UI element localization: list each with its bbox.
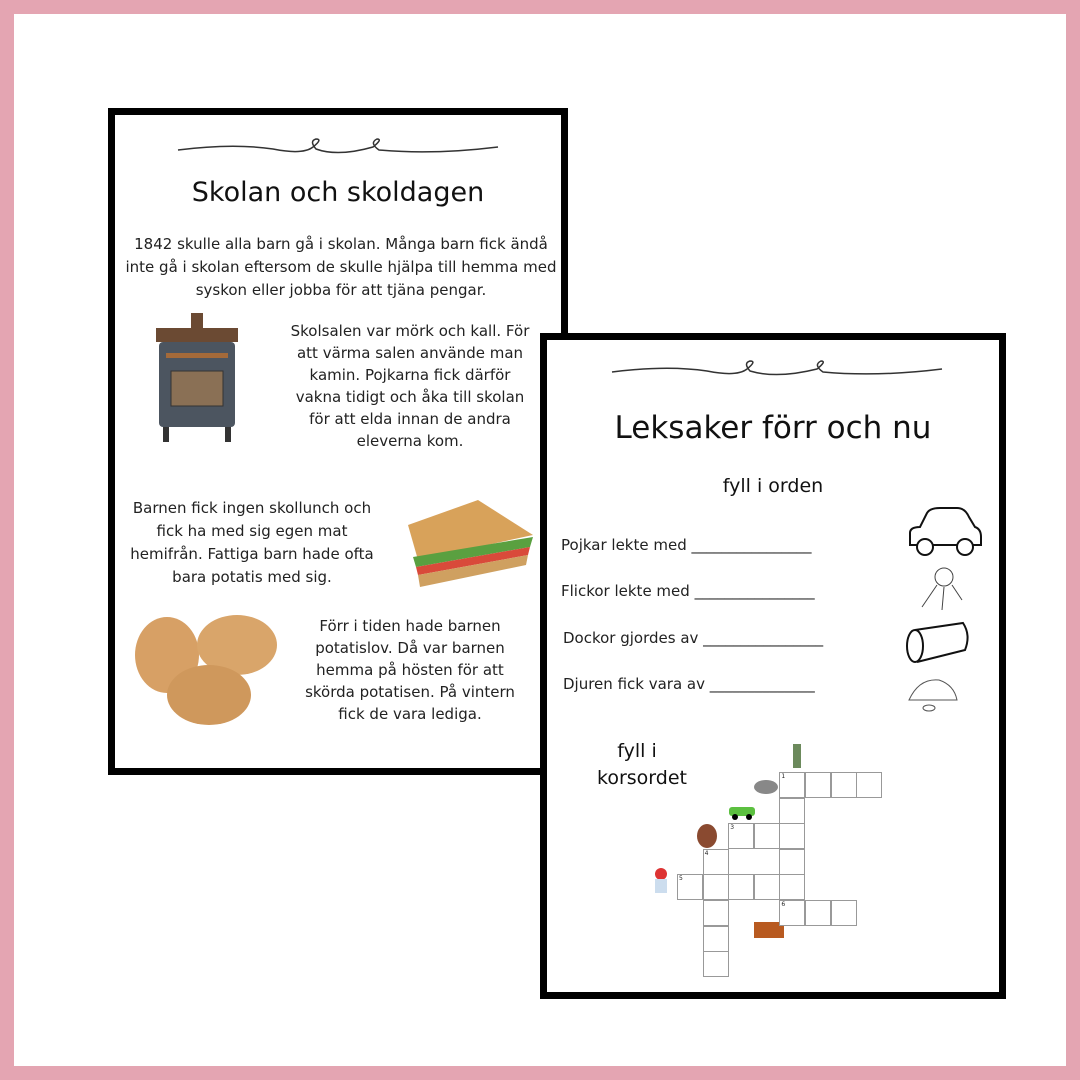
stove-text: Skolsalen var mörk och kall. För att värma salen använde man kamin. Pojkarna fick därför vakna tidigt och åka till skolan för att elda innan de andra eleverna kom.: [290, 322, 530, 450]
crossword-cell[interactable]: [703, 926, 729, 952]
crossword-cell[interactable]: [779, 798, 805, 824]
crossword-cell[interactable]: [703, 849, 729, 875]
worksheet-school: [108, 108, 568, 775]
potato-text: Förr i tiden hade barnen potatislov. Då var barnen hemma på hösten för att skörda potatisen. På vintern fick de vara lediga.: [305, 617, 515, 723]
decorative-swirl-icon: [607, 355, 947, 385]
fill-line-1[interactable]: Pojkar lekte med ________________: [561, 536, 812, 554]
crossword-cell[interactable]: [754, 874, 780, 900]
lunch-text: Barnen fick ingen skollunch och fick ha med sig egen mat hemifrån. Fattiga barn hade ofta bara potatis med sig.: [130, 499, 374, 586]
car-outline-icon: [905, 505, 985, 560]
crossword-cell[interactable]: [779, 849, 805, 875]
decorative-swirl-icon: [173, 133, 503, 163]
doll-outline-icon: [912, 565, 967, 615]
crossword-cell[interactable]: [831, 772, 857, 798]
crossword-label: fyll i: [617, 740, 657, 762]
crossword-cell[interactable]: [728, 874, 754, 900]
fill-line-3[interactable]: Dockor gjordes av ________________: [563, 629, 824, 647]
crossword-cell[interactable]: [805, 772, 831, 798]
pinecone-icon: [695, 822, 720, 850]
log-outline-icon: [903, 620, 973, 670]
crossword-cell[interactable]: [779, 772, 805, 798]
crossword-cell[interactable]: [728, 823, 754, 849]
crossword-cell[interactable]: [831, 900, 857, 926]
page-title: Leksaker förr och nu: [614, 410, 932, 446]
crossword-cell[interactable]: [677, 874, 703, 900]
fill-line-2[interactable]: Flickor lekte med ________________: [561, 582, 815, 600]
stone-icon: [752, 775, 782, 795]
rag-doll-icon: [649, 867, 674, 899]
crossword-cell[interactable]: [856, 772, 882, 798]
fill-line-4[interactable]: Djuren fick vara av ______________: [563, 675, 815, 693]
crossword-cell[interactable]: [779, 823, 805, 849]
clue-number: 4: [704, 849, 709, 857]
clue-number: 1: [781, 773, 786, 780]
clue-number: 5: [679, 875, 683, 883]
toy-soldier-icon: [787, 740, 807, 770]
worksheet-toys: [540, 333, 1006, 999]
crossword-label: korsordet: [597, 767, 687, 789]
crossword-cell[interactable]: [703, 951, 729, 977]
page-title: Skolan och skoldagen: [191, 177, 485, 208]
crossword-cell[interactable]: [805, 900, 831, 926]
crossword-cell[interactable]: [754, 823, 780, 849]
sandwich-image: [398, 495, 538, 590]
crossword-cell[interactable]: [703, 874, 729, 900]
car-icon: [727, 802, 757, 822]
crossword-cell[interactable]: [779, 874, 805, 900]
potatoes-image: [129, 605, 279, 730]
stove-image: [151, 313, 241, 448]
clue-number: 3: [730, 824, 735, 832]
stone-outline-icon: [899, 670, 969, 715]
crossword-cell[interactable]: [779, 900, 805, 926]
crossword-cell[interactable]: [703, 900, 729, 926]
clue-number: 6: [781, 901, 786, 908]
subtitle: fyll i orden: [722, 475, 824, 497]
intro-text: 1842 skulle alla barn gå i skolan. Många barn fick ändå inte gå i skolan eftersom de skulle hjälpa till hemma med syskon eller jobba för att tjäna pengar.: [125, 235, 557, 299]
